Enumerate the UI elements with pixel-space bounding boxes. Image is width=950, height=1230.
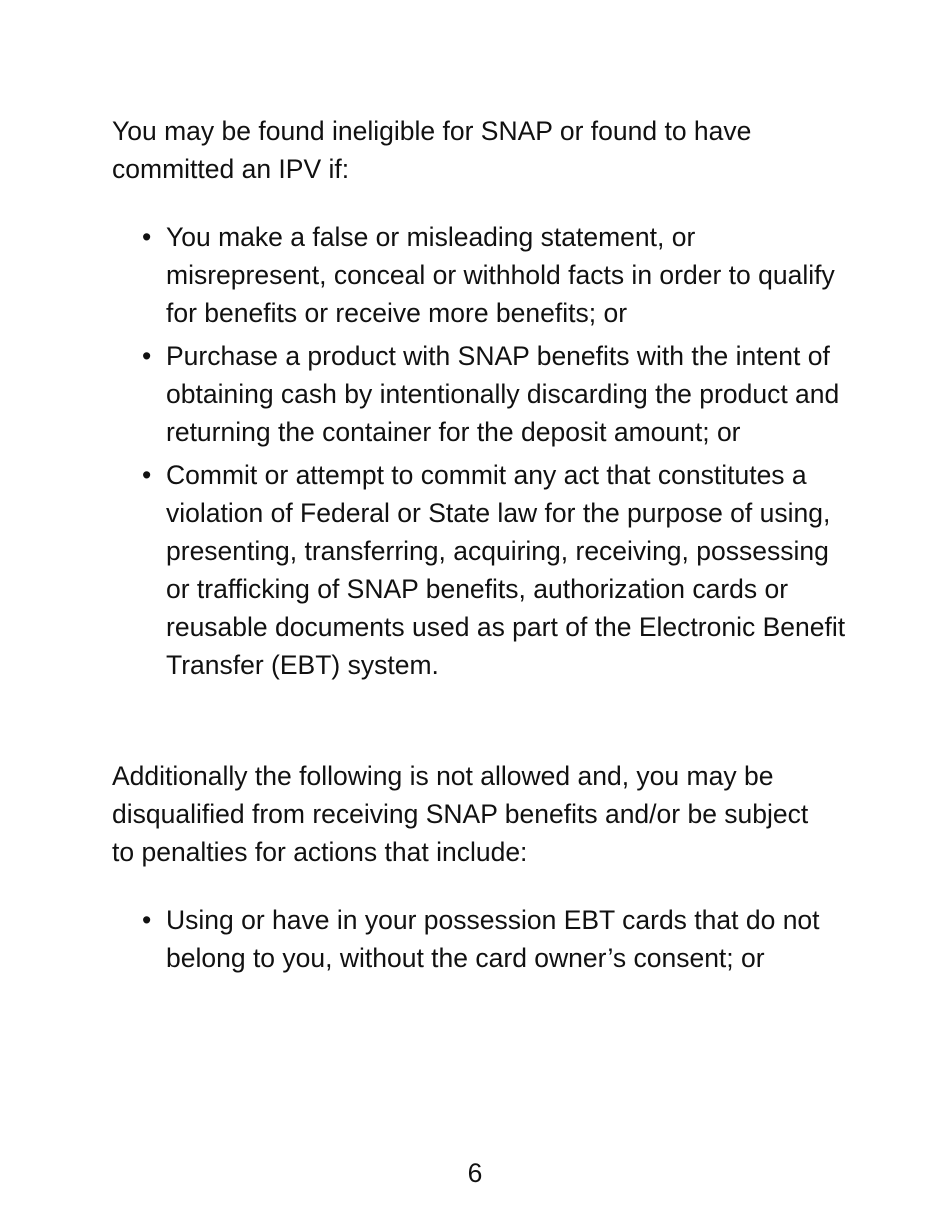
bullet-icon: • bbox=[142, 905, 152, 935]
additional-paragraph: Additionally the following is not allowed and, you may be disqualified from receiving SNAP benefits and/or be subject to penalties for actions that include: bbox=[112, 761, 809, 867]
list-item-text: Commit or attempt to commit any act that constitutes a violation of Federal or State law for the purpose of using, presenting, transferring, acquiring, receiving, possessing or trafficking of SNAP benefits, authorization cards or reusable documents used as part of the Electronic Benefit Transfer (EBT) system. bbox=[166, 460, 846, 680]
list-item bbox=[112, 337, 846, 451]
penalty-actions-list bbox=[112, 901, 842, 982]
list-item bbox=[112, 901, 826, 977]
list-item bbox=[112, 456, 846, 684]
list-item-text: Purchase a product with SNAP benefits with the intent of obtaining cash by intentionally discarding the product and returning the container for the deposit amount; or bbox=[166, 341, 840, 447]
ipv-conditions-list bbox=[112, 218, 846, 689]
list-item bbox=[112, 218, 846, 332]
bullet-icon: • bbox=[142, 341, 152, 371]
list-item-text: You make a false or misleading statement, or misrepresent, conceal or withhold facts in order to qualify for benefits or receive more benefits; or bbox=[166, 222, 835, 328]
list-item-text: Using or have in your possession EBT cards that do not belong to you, without the card owner’s consent; or bbox=[166, 905, 820, 973]
bullet-icon: • bbox=[142, 222, 152, 252]
intro-paragraph: You may be found ineligible for SNAP or found to have committed an IPV if: bbox=[112, 116, 752, 184]
page-number: 6 bbox=[467, 1158, 483, 1188]
bullet-icon: • bbox=[142, 460, 152, 490]
